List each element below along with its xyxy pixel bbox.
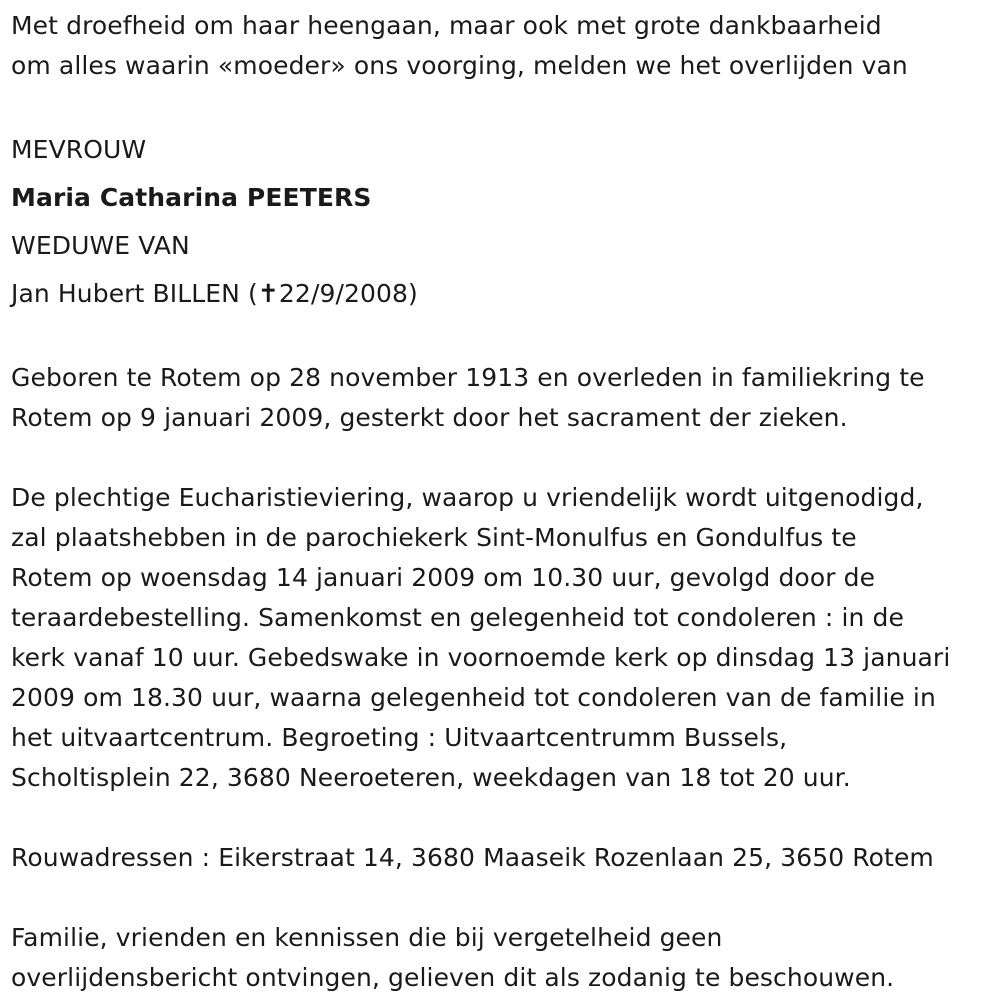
ceremony-line-1: De plechtige Eucharistieviering, waarop u vriendelijk wordt uitgenodigd, [11,483,924,512]
addresses-paragraph [11,838,1000,878]
intro-paragraph [11,6,1000,86]
deceased-name: Maria Catharina PEETERS [11,183,372,212]
deceased-title: MEVROUW [11,135,147,164]
spacer [11,438,1000,478]
deceased-block [11,126,1000,318]
spouse-name: Jan Hubert BILLEN (✝22/9/2008) [11,279,418,308]
intro-line-1: Met droefheid om haar heengaan, maar ook met grote dankbaarheid [11,11,882,40]
ceremony-paragraph [11,478,1000,798]
ceremony-line-3: Rotem op woensdag 14 januari 2009 om 10.30 uur, gevolgd door de [11,563,876,592]
birth-death-paragraph [11,358,1000,438]
spacer [11,318,1000,358]
deceased-relation: WEDUWE VAN [11,231,190,260]
ceremony-line-7: het uitvaartcentrum. Begroeting : Uitvaartcentrumm Bussels, [11,723,788,752]
intro-line-2: om alles waarin «moeder» ons voorging, melden we het overlijden van [11,51,908,80]
closing-line-2: overlijdensbericht ontvingen, gelieven dit als zodanig te beschouwen. [11,963,895,992]
ceremony-line-4: teraardebestelling. Samenkomst en gelegenheid tot condoleren : in de [11,603,904,632]
spacer [11,798,1000,838]
birth-death-line-1: Geboren te Rotem op 28 november 1913 en overleden in familiekring te [11,363,925,392]
closing-line-1: Familie, vrienden en kennissen die bij vergetelheid geen [11,923,723,952]
ceremony-line-2: zal plaatshebben in de parochiekerk Sint-Monulfus en Gondulfus te [11,523,857,552]
ceremony-line-8: Scholtisplein 22, 3680 Neeroeteren, weekdagen van 18 tot 20 uur. [11,763,851,792]
spacer [11,86,1000,126]
closing-paragraph [11,918,1000,998]
ceremony-line-5: kerk vanaf 10 uur. Gebedswake in voornoemde kerk op dinsdag 13 januari [11,643,951,672]
ceremony-line-6: 2009 om 18.30 uur, waarna gelegenheid tot condoleren van de familie in [11,683,936,712]
birth-death-line-2: Rotem op 9 januari 2009, gesterkt door het sacrament der zieken. [11,403,848,432]
spacer [11,878,1000,918]
addresses-line: Rouwadressen : Eikerstraat 14, 3680 Maaseik Rozenlaan 25, 3650 Rotem [11,843,934,872]
